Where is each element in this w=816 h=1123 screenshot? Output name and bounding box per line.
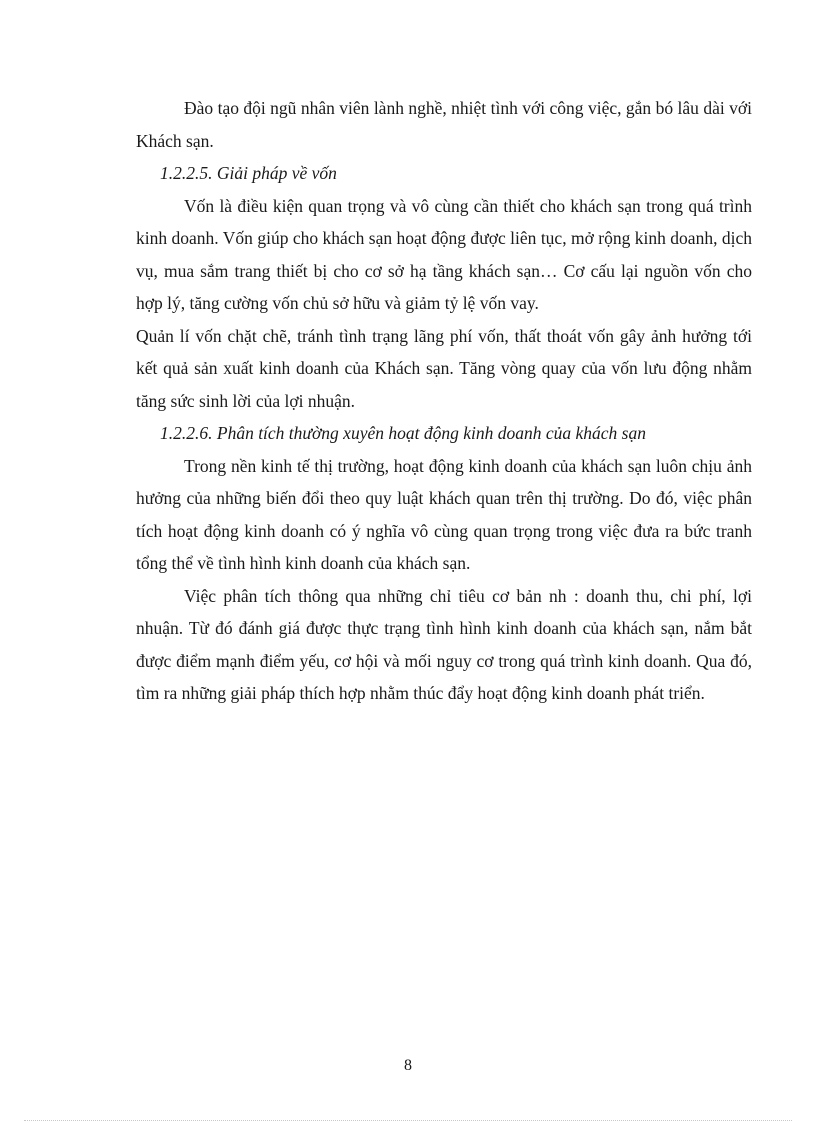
document-body xyxy=(136,92,752,710)
paragraph-capital-importance: Vốn là điều kiện quan trọng và vô cùng cần thiết cho khách sạn trong quá trình kinh doanh. Vốn giúp cho khách sạn hoạt động được liên tục, mở rộng kinh doanh, dịch vụ, mua sắm trang thiết bị cho cơ sở hạ tầng khách sạn… Cơ cấu lại nguồn vốn cho hợp lý, tăng cường vốn chủ sở hữu và giảm tỷ lệ vốn vay. xyxy=(136,195,752,313)
paragraph-capital-management: Quản lí vốn chặt chẽ, tránh tình trạng lãng phí vốn, thất thoát vốn gây ảnh hưởng tới kết quả sản xuất kinh doanh của Khách sạn. Tăng vòng quay của vốn lưu động nhằm tăng sức sinh lời của lợi nhuận. xyxy=(136,325,752,411)
heading-capital-solution: 1.2.2.5. Giải pháp về vốn xyxy=(160,163,337,183)
heading-business-analysis: 1.2.2.6. Phân tích thường xuyên hoạt động kinh doanh của khách sạn xyxy=(160,423,646,443)
page-bottom-divider xyxy=(24,1120,792,1121)
paragraph-staff-training: Đào tạo đội ngũ nhân viên lành nghề, nhiệt tình với công việc, gắn bó lâu dài với Khách sạn. xyxy=(136,98,752,151)
page-number: 8 xyxy=(404,1057,412,1074)
paragraph-market-economy: Trong nền kinh tế thị trường, hoạt động kinh doanh của khách sạn luôn chịu ảnh hưởng của những biến đổi theo quy luật khách quan trên thị trường. Do đó, việc phân tích hoạt động kinh doanh có ý nghĩa vô cùng quan trọng trong việc đưa ra bức tranh tổng thể về tình hình kinh doanh của khách sạn. xyxy=(136,455,752,573)
paragraph-indicator-analysis: Việc phân tích thông qua những chỉ tiêu cơ bản nh : doanh thu, chi phí, lợi nhuận. Từ đó đánh giá được thực trạng tình hình kinh doanh của khách sạn, nắm bắt được điểm mạnh điểm yếu, cơ hội và mối nguy cơ trong quá trình kinh doanh. Qua đó, tìm ra những giải pháp thích hợp nhằm thúc đẩy hoạt động kinh doanh phát triển. xyxy=(136,585,752,703)
